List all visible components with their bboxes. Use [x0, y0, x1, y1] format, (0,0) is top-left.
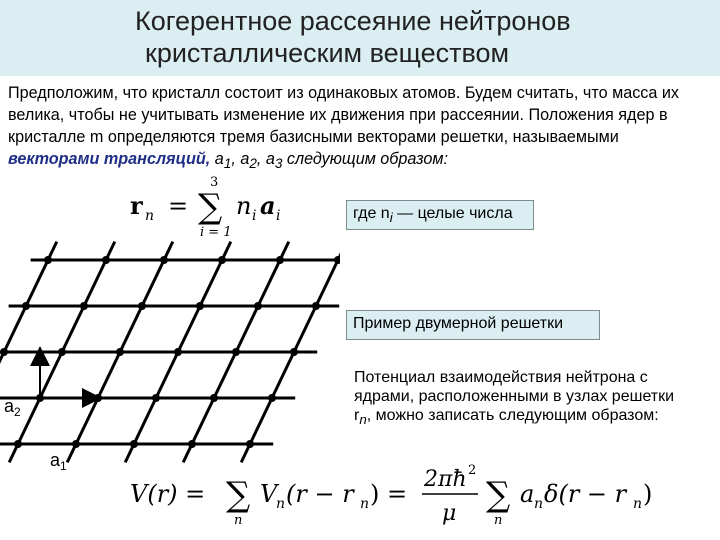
formula2-Vn: V	[260, 480, 278, 508]
lattice-node	[80, 302, 88, 310]
formula1-n: n	[236, 192, 252, 220]
lattice-node	[188, 440, 196, 448]
formula1-r: r	[130, 191, 143, 220]
lattice-node	[0, 348, 8, 356]
lattice-example-box: Пример двумерной решетки	[346, 310, 600, 340]
lattice-node	[232, 348, 240, 356]
vector-a1-label	[50, 450, 67, 471]
lattice-node	[268, 394, 276, 402]
lattice-node	[290, 348, 298, 356]
intro-emphasis: векторами трансляций,	[8, 150, 211, 168]
formula2-frac-num: 2πħ	[424, 467, 467, 492]
formula1-equals: =	[168, 192, 189, 220]
lattice-node	[14, 440, 22, 448]
formula1-a-sub: i	[276, 208, 281, 224]
lattice-node	[174, 348, 182, 356]
intro-sub-3: 3	[274, 156, 283, 172]
lattice-node	[44, 256, 52, 264]
integers-note-suffix: — целые числа	[392, 205, 513, 222]
lattice-node	[72, 440, 80, 448]
lattice-node	[58, 348, 66, 356]
title-banner	[0, 0, 720, 76]
potential-text-1: Потенциал взаимодействия нейтрона с ядрами, расположенными в узлах решетки r	[354, 369, 675, 424]
formula2-sum2: ∑	[486, 475, 511, 515]
title-line-2: кристаллическим веществом	[145, 38, 510, 68]
formula1-n-sub: i	[252, 208, 257, 224]
formula2-an: a	[520, 480, 535, 508]
potential-description	[354, 368, 694, 429]
formula1-lower: i = 1	[200, 225, 232, 240]
formula-potential	[130, 460, 670, 530]
lattice-node	[22, 302, 30, 310]
intro-text-3: следующим образом:	[282, 150, 449, 168]
lattice-node	[152, 394, 160, 402]
formula2-Vn-arg-sub: n	[360, 496, 370, 512]
lattice-node	[102, 256, 110, 264]
formula1-r-sub: n	[145, 208, 155, 224]
lattice-node	[130, 440, 138, 448]
vector-a2-label	[4, 396, 21, 417]
intro-vec-a: a	[210, 150, 224, 168]
vector-a1-sub: 1	[60, 459, 67, 473]
formula2-delta: δ(r − r	[544, 480, 627, 508]
lattice-lines	[0, 242, 340, 463]
formula2-Vn-close: ) =	[370, 480, 408, 508]
integers-note-box	[346, 200, 534, 230]
lattice-node	[210, 394, 218, 402]
potential-text-2: , можно записать следующим образом:	[366, 407, 659, 424]
vector-a1-letter: a	[50, 450, 61, 470]
formula1-a: a	[260, 191, 276, 220]
title-line-1: Когерентное рассеяние нейтронов	[135, 6, 571, 36]
potential-sub: n	[359, 412, 367, 428]
lattice-node	[116, 348, 124, 356]
formula2-delta-close: )	[643, 480, 653, 508]
formula2-frac-den: μ	[442, 501, 457, 526]
formula2-Vn-arg: (r − r	[286, 480, 354, 508]
integers-note-prefix: где n	[353, 205, 390, 222]
lattice-node	[196, 302, 204, 310]
lattice-node	[276, 256, 284, 264]
formula2-sum1-idx: n	[234, 513, 243, 528]
intro-paragraph	[8, 82, 714, 175]
intro-comma-2: , a	[256, 150, 275, 168]
formula1-sigma: ∑	[198, 187, 223, 227]
formula2-sum2-idx: n	[494, 513, 503, 528]
formula2-sum1: ∑	[226, 475, 251, 515]
formula2-an-sub: n	[534, 496, 544, 512]
lattice-node	[160, 256, 168, 264]
integers-note-sub: i	[389, 210, 393, 226]
vector-a2-letter: a	[4, 396, 15, 416]
lattice-diagram	[0, 210, 340, 480]
lattice-node	[218, 256, 226, 264]
formula2-V: V(r) =	[130, 480, 206, 508]
intro-sub-2: 2	[249, 156, 257, 172]
formula2-Vn-sub: n	[276, 496, 286, 512]
intro-text-1: Предположим, что кристалл состоит из одинаковых атомов. Будем считать, что масса их велика, чтобы не учитывать изменение их движения при рассеянии. Положения ядер в кристалле m определяются тремя базисными векторами решетки, называемыми	[8, 84, 680, 146]
lattice-node	[334, 256, 340, 264]
lattice-node	[246, 440, 254, 448]
lattice-node	[254, 302, 262, 310]
formula1-upper: 3	[210, 175, 219, 190]
vector-a2-sub: 2	[14, 405, 21, 419]
intro-comma-1: , a	[231, 150, 250, 168]
formula2-delta-sub: n	[633, 496, 643, 512]
lattice-node	[138, 302, 146, 310]
lattice-node	[312, 302, 320, 310]
formula2-frac-num-sup: 2	[468, 463, 477, 478]
intro-sub-1: 1	[223, 156, 232, 172]
